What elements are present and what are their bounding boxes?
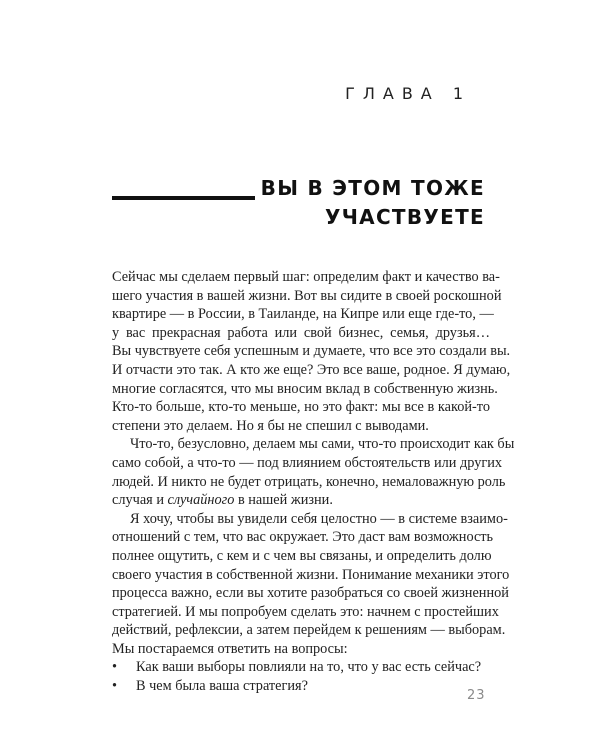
italic-word: случайного [167, 492, 235, 509]
text-line: Мы постараемся ответить на вопросы: [112, 640, 348, 657]
text-line: отношений с тем, что вас окружает. Это даст вам возможность [112, 529, 494, 546]
chapter-title-line-2: УЧАСТВУЕТЕ [324, 205, 485, 229]
page-number: 23 [467, 688, 486, 703]
chapter-title [261, 174, 485, 232]
text-line: Вы чувствуете себя успешным и думаете, что все это создали вы. [112, 343, 511, 360]
chapter-label: ГЛАВА 1 [345, 84, 471, 103]
text-line [112, 491, 490, 510]
text-line: процесса важно, если вы хотите разобраться со своей жизненной [112, 585, 509, 602]
text-line: людей. И никто не будет отрицать, конечно, немаловажную роль [112, 473, 506, 490]
text-span: случая и [112, 492, 168, 509]
text-line: у вас прекрасная работа или свой бизнес, семья, друзья… [112, 324, 490, 341]
text-line: стратегией. И мы попробуем сделать это: начнем с простейших [112, 603, 499, 620]
text-line: Что-то, безусловно, делаем мы сами, что-то происходит как бы [130, 436, 515, 453]
text-line: степени это делаем. Но я бы не спешил с выводами. [112, 417, 429, 434]
bullet-icon: • [112, 659, 118, 676]
text-line: многие согласятся, что мы вносим вклад в собственную жизнь. [112, 380, 498, 397]
text-line: Кто-то больше, кто-то меньше, но это факт: мы все в какой-то [112, 399, 490, 416]
list-item [112, 658, 490, 677]
list-item-text: В чем была ваша стратегия? [136, 678, 308, 695]
list-item-text: Как ваши выборы повлияли на то, что у вас есть сейчас? [136, 659, 482, 676]
bullet-icon: • [112, 678, 118, 695]
title-rule [112, 196, 255, 200]
text-line: само собой, а что-то — под влиянием обстоятельств или других [112, 454, 503, 471]
text-line: Я хочу, чтобы вы увидели себя целостно — в системе взаимо- [130, 510, 508, 527]
text-span: в нашей жизни. [234, 492, 333, 509]
text-line: Сейчас мы сделаем первый шаг: определим факт и качество ва- [112, 269, 500, 285]
list-item [112, 677, 490, 696]
text-line: своего участия в собственной жизни. Понимание механики этого [112, 566, 510, 583]
body-text [112, 268, 515, 696]
text-line: И отчасти это так. А кто же еще? Это все ваше, родное. Я думаю, [112, 361, 511, 378]
text-line: действий, рефлексии, а затем перейдем к решениям — выборам. [112, 622, 506, 639]
text-line: полнее ощутить, с кем и с чем вы связаны, и определить долю [112, 547, 492, 564]
chapter-title-line-1: ВЫ В ЭТОМ ТОЖЕ [260, 176, 485, 200]
text-line: шего участия в вашей жизни. Вот вы сидите в своей роскошной [112, 287, 502, 304]
text-line: квартире — в России, в Таиланде, на Кипре или еще где-то, — [112, 306, 494, 323]
